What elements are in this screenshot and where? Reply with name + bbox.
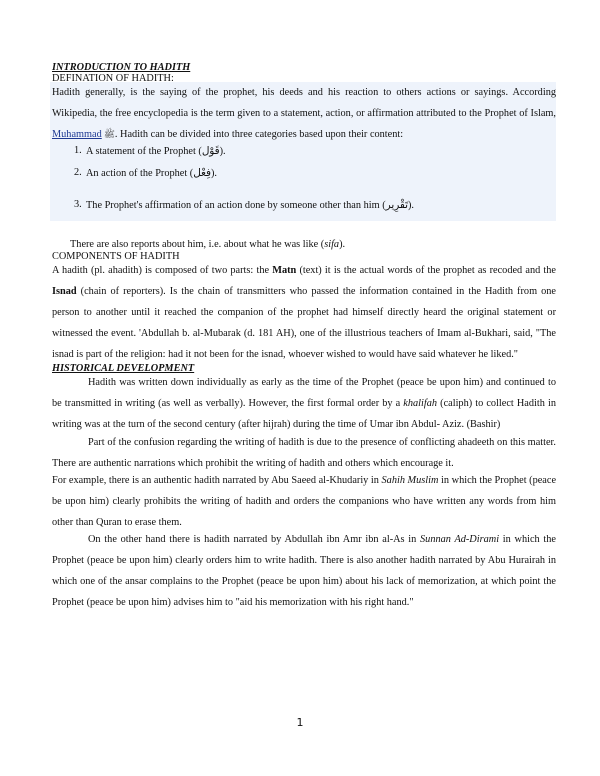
historical-heading: HISTORICAL DEVELOPMENT [52, 363, 195, 374]
historical-paragraph-4: On the other hand there is hadith narrated by Abdullah ibn Amr ibn al-As in Sunnan Ad-Dirami in which the Prophet (peace be upon him) clearly orders him to write hadith. There is also another hadith narrated by Abu Hurairah in which one of the ansar complains to the Prophet (peace be upon him) about his lack of memorization, at which point the Prophet (peace be upon him) advises him to "aid his memorization with his right hand." [52, 534, 556, 608]
historical-paragraph-3: For example, there is an authentic hadith narrated by Abu Saeed al-Khudariy in Sahih Muslim in which the Prophet (peace be upon him) clearly prohibits the writing of hadith and orders the companions who have written any words from him other than Quran to erase them. [52, 475, 557, 528]
list-item: 3. The Prophet's affirmation of an action done by someone other than him (تَقْرِير). [74, 199, 414, 211]
salutation-glyph-icon: ﷺ [101, 129, 115, 139]
document-page [52, 62, 556, 613]
list-item: 2. An action of the Prophet (فِعْل). [74, 167, 217, 179]
definition-block [50, 82, 556, 221]
hadith-categories-list [52, 145, 556, 221]
list-item: 1. A statement of the Prophet (قَوْل). [74, 145, 226, 157]
definition-heading: DEFINATION OF HADITH: [52, 73, 174, 84]
components-heading: COMPONENTS OF HADITH [52, 251, 180, 262]
historical-paragraph-1: Hadith was written down individually as early as the time of the Prophet (peace be upon him) and continued to be transmitted in writing (as well as verbally). However, the first formal order by a khalifah (caliph) to collect Hadith in writing was at the turn of the second century (after hijrah) during the time of Umar ibn Abdul- Aziz. (Bashir) [52, 377, 556, 430]
muhammad-link[interactable]: Muhammad [52, 129, 102, 140]
historical-paragraph-2: Part of the confusion regarding the writing of hadith is due to the presence of conflicting ahadeeth on this matter. There are authentic narrations which prohibit the writing of hadith and others which encourage it. [52, 437, 556, 469]
intro-heading: INTRODUCTION TO HADITH [52, 62, 191, 73]
definition-paragraph: Hadith generally, is the saying of the prophet, his deeds and his reaction to others actions or sayings. According Wikipedia, the free encyclopedia is the term given to a statement, action, or affirmation attributed to the Prophet of Islam, Muhammad ﷺ. Hadith can be divided into three categories based upon their content: [52, 87, 556, 140]
page-number: 1 [296, 716, 304, 729]
components-paragraph: A hadith (pl. ahadith) is composed of two parts: the Matn (text) it is the actual words of the prophet as recoded and the Isnad (chain of reporters). Is the chain of transmitters who passed the information contained in the Hadith from one person to another until it reached the companion of the prophet had himself directly heard the original statement or witnessed the event. 'Abdullah b. al-Mubarak (d. 181 AH), one of the illustrious teachers of Imam al-Bukhari, said, "The isnad is part of the religion: had it not been for the isnad, whoever wished to would have said whatever he liked." [52, 265, 557, 360]
reports-paragraph: There are also reports about him, i.e. about what he was like (sifa). [70, 239, 346, 250]
